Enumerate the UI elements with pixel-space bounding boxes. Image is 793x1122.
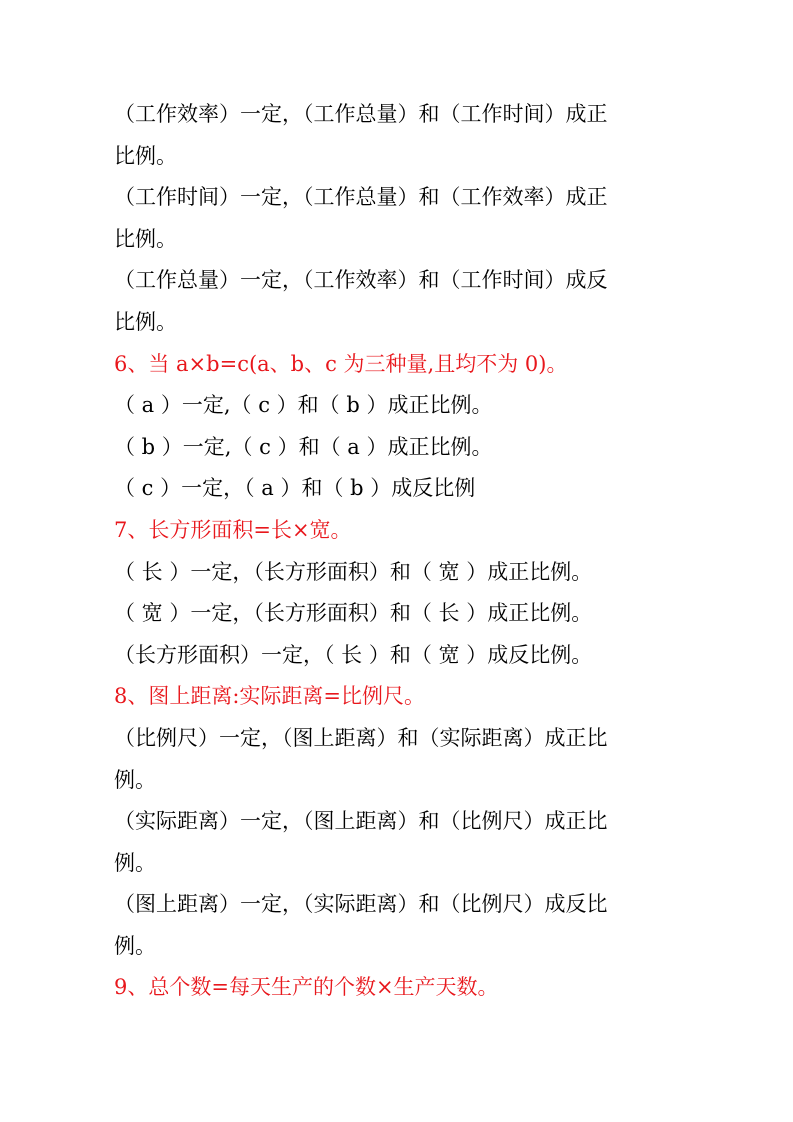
text-line: （工作时间）一定，（工作总量）和（工作效率）成正 — [114, 185, 608, 210]
text-line: 例。 — [114, 933, 156, 958]
text-line: （工作总量）一定，（工作效率）和（工作时间）成反 — [114, 268, 608, 293]
text-line: （图上距离）一定，（实际距离）和（比例尺）成反比 — [114, 892, 608, 917]
text-line: 例。 — [114, 767, 156, 792]
text-line: （比例尺）一定，（图上距离）和（实际距离）成正比 — [114, 725, 608, 750]
text-line: （工作效率）一定，（工作总量）和（工作时间）成正 — [114, 102, 608, 126]
text-line: （ a ）一定,（ c ）和（ b ）成正比例。 — [114, 393, 493, 418]
text-line: 例。 — [114, 850, 156, 875]
section-heading: 8、图上距离:实际距离=比例尺。 — [114, 684, 426, 709]
text-line: 比例。 — [114, 309, 177, 334]
text-line: （长方形面积）一定，（ 长 ）和（ 宽 ）成反比例。 — [114, 642, 593, 667]
text-line: （ 宽 ）一定，（长方形面积）和（ 长 ）成正比例。 — [114, 601, 593, 626]
section-heading: 7、长方形面积=长×宽。 — [114, 517, 352, 542]
section-heading: 6、当 a×b=c(a、b、c 为三种量,且均不为 0)。 — [114, 351, 568, 376]
text-line: （实际距离）一定，（图上距离）和（比例尺）成正比 — [114, 809, 608, 834]
text-line: 比例。 — [114, 143, 177, 168]
document-body — [114, 94, 714, 1009]
text-line: 比例。 — [114, 226, 177, 251]
text-line: （ c ）一定，（ a ）和（ b ）成反比例 — [114, 476, 476, 501]
text-line: （ b ）一定,（ c ）和（ a ）成正比例。 — [114, 434, 493, 459]
section-heading: 9、总个数=每天生产的个数×生产天数。 — [114, 975, 499, 1000]
text-line: （ 长 ）一定，（长方形面积）和（ 宽 ）成正比例。 — [114, 559, 593, 584]
